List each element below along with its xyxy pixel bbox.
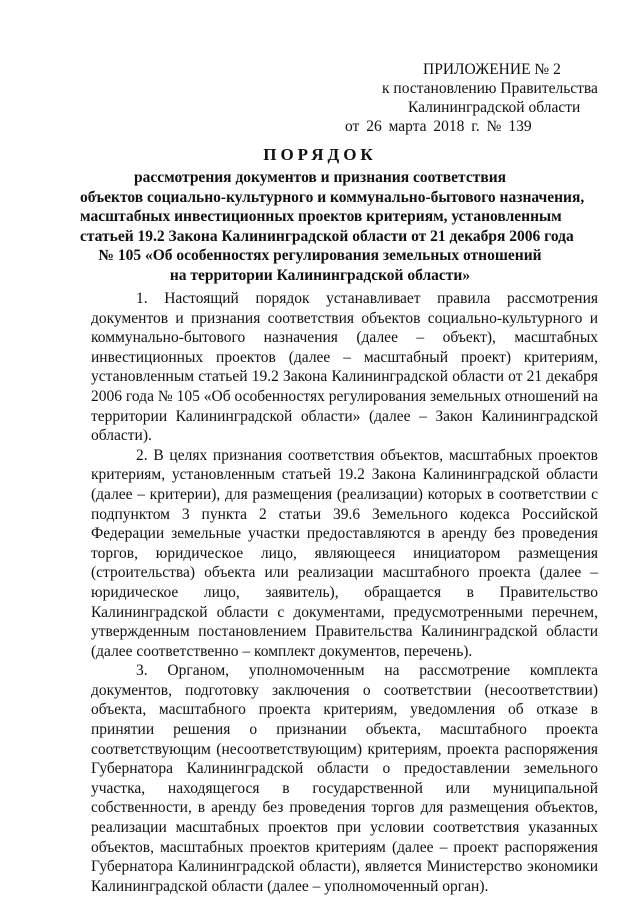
paragraph-1: 1. Настоящий порядок устанавливает правила рассмотрения документов и признания соответствия объектов социально-культурного и коммунально-бытового назначения (далее – объект), масштабных инвестиционных проектов (далее – масштабный проект) критериям, установленным статьей 19.2 Закона Калининградской области от 21 декабря 2006 года № 105 «Об особенностях регулирования земельных отношений на территории Калининградской области» (далее – Закон Калининградской области). bbox=[91, 290, 598, 445]
appendix-line-decree: к постановлению Правительства bbox=[382, 80, 598, 97]
subtitle-line: масштабных инвестиционных проектов критериям, установленным bbox=[80, 208, 562, 225]
appendix-line-region: Калининградской области bbox=[408, 99, 581, 116]
appendix-header bbox=[330, 60, 600, 136]
document-body bbox=[91, 289, 598, 896]
subtitle-line: на территории Калининградской области» bbox=[169, 266, 471, 284]
subtitle-line: объектов социально-культурного и коммунально-бытового назначения, bbox=[80, 188, 585, 206]
paragraph-3: 3. Органом, уполномоченным на рассмотрение комплекта документов, подготовку заключения о соответствии (несоответствии) объекта, масштабного проекта критериям, уведомления об отказе в принятии решения о признании объекта, масштабного проекта соответствующим (несоответствующим) критериям, проекта распоряжения Губернатора Калининградской области о предоставлении земельного участка, находящегося в государственной или муниципальной собственности, в аренду без проведения торгов для размещения объектов, реализации масштабных проектов при условии соответствия указанных объектов, масштабных проектов критериям (далее – проект распоряжения Губернатора Калининградской области), является Министерство экономики Калининградской области (далее – уполномоченный орган). bbox=[91, 662, 598, 895]
appendix-line-date: от 26 марта 2018 г. № 139 bbox=[345, 118, 532, 135]
document-subtitle bbox=[80, 168, 585, 285]
appendix-title: ПРИЛОЖЕНИЕ № 2 bbox=[423, 61, 561, 78]
subtitle-line: рассмотрения документов и признания соответствия bbox=[133, 169, 507, 186]
paragraph-2: 2. В целях признания соответствия объектов, масштабных проектов критериям, установленным статьей 19.2 Закона Калининградской области (далее – критерии), для размещения (реализации) которых в соответствии с подпунктом 3 пункта 2 статьи 39.6 Земельного кодекса Российской Федерации земельные участки предоставляются в аренду без проведения торгов, юридическое лицо, являющееся инициатором размещения (строительства) объекта или реализации масштабного проекта (далее – юридическое лицо, заявитель), обращается в Правительство Калининградской области с документами, предусмотренными перечнем, утвержденным постановлением Правительства Калининградской области (далее соответственно – комплект документов, перечень). bbox=[91, 446, 598, 660]
subtitle-line: № 105 «Об особенностях регулирования земельных отношений bbox=[98, 247, 542, 264]
document-title: ПОРЯДОК bbox=[263, 145, 377, 164]
subtitle-line: статьей 19.2 Закона Калининградской области от 21 декабря 2006 года bbox=[80, 227, 574, 245]
